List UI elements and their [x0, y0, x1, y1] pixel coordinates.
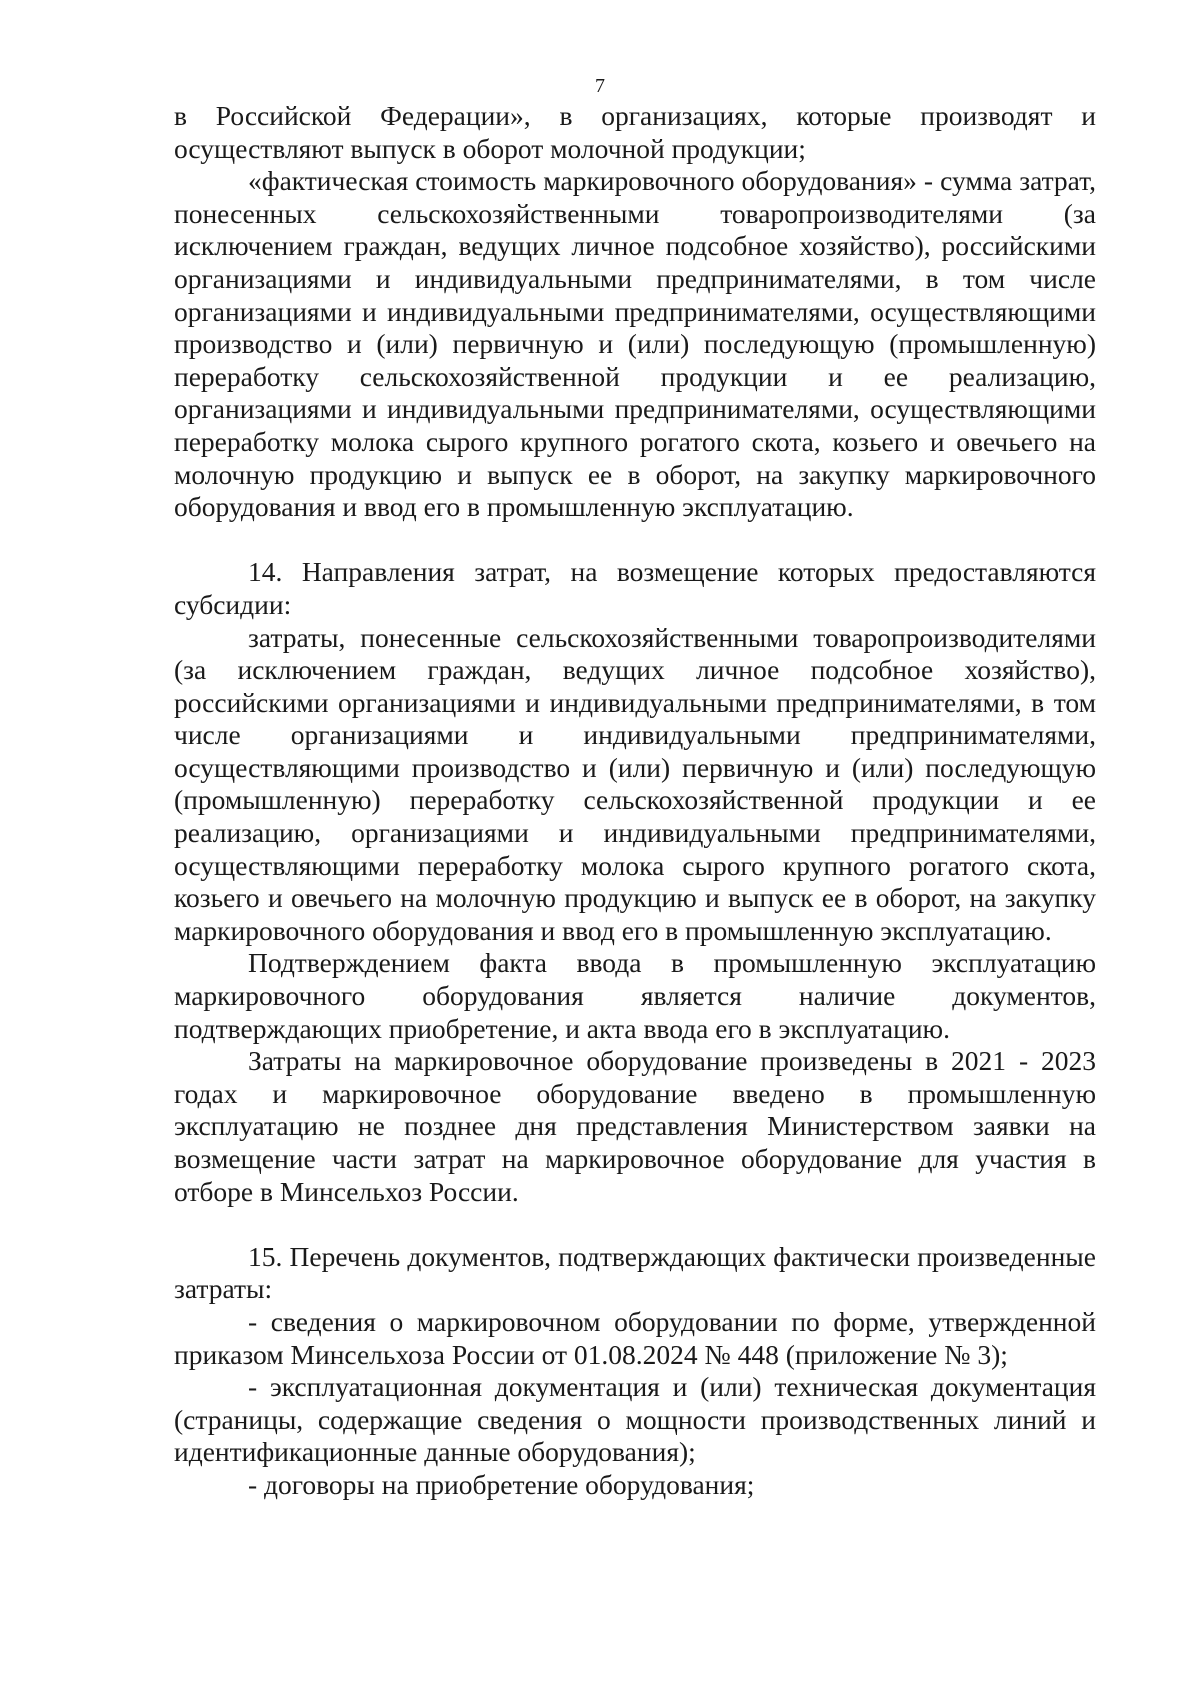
paragraph-4: затраты, понесенные сельскохозяйственными товаропроизводителями (за исключением граждан, ведущих личное подсобное хозяйство), российскими организациями и индивидуальными предпринимателями, в том числе организациями и индивидуальными предпринимателями, осуществляющими производство и (или) первичную и (или) последующую (промышленную) переработку сельскохозяйственной продукции и ее реализацию, организациями и индивидуальными предпринимателями, осуществляющими переработку молока сырого крупного рогатого скота, козьего и овечьего на молочную продукцию и выпуск ее в оборот, на закупку маркировочного оборудования и ввод его в промышленную эксплуатацию.	[174, 621, 1096, 946]
page-number: 7	[595, 75, 605, 97]
paragraph-10: - договоры на приобретение оборудования;	[248, 1468, 755, 1500]
paragraph-5: Подтверждением факта ввода в промышленную эксплуатацию маркировочного оборудования является наличие документов, подтверждающих приобретение, и акта ввода его в эксплуатацию.	[174, 947, 1096, 1044]
paragraph-3: 14. Направления затрат, на возмещение которых предоставляются субсидии:	[174, 556, 1096, 620]
paragraph-1: в Российской Федерации», в организациях, которые производят и осуществляют выпуск в оборот молочной продукции;	[174, 100, 1096, 164]
paragraph-7: 15. Перечень документов, подтверждающих фактически произведенные затраты:	[174, 1240, 1096, 1305]
paragraph-8: - сведения о маркировочном оборудовании по форме, утвержденной приказом Минсельхоза России от 01.08.2024 № 448 (приложение № 3);	[174, 1305, 1096, 1370]
paragraph-2: «фактическая стоимость маркировочного оборудования» - сумма затрат, понесенных сельскохозяйственными товаропроизводителями (за исключением граждан, ведущих личное подсобное хозяйство), российскими организациями и индивидуальными предпринимателями, в том числе организациями и индивидуальными предпринимателями, осуществляющими производство и (или) первичную и (или) последующую (промышленную) переработку сельскохозяйственной продукции и ее реализацию, организациями и индивидуальными предпринимателями, осуществляющими переработку молока сырого крупного рогатого скота, козьего и овечьего на молочную продукцию и выпуск ее в оборот, на закупку маркировочного оборудования и ввод его в промышленную эксплуатацию.	[174, 165, 1096, 523]
paragraph-6: Затраты на маркировочное оборудование произведены в 2021 - 2023 годах и маркировочное оборудование введено в промышленную эксплуатацию не позднее дня представления Министерством заявки на возмещение части затрат на маркировочное оборудование для участия в отборе в Минсельхоз России.	[174, 1045, 1096, 1207]
paragraph-9: - эксплуатационная документация и (или) техническая документация (страницы, содержащие сведения о мощности производственных линий и идентификационные данные оборудования);	[174, 1371, 1096, 1468]
document-body	[174, 100, 1096, 1502]
